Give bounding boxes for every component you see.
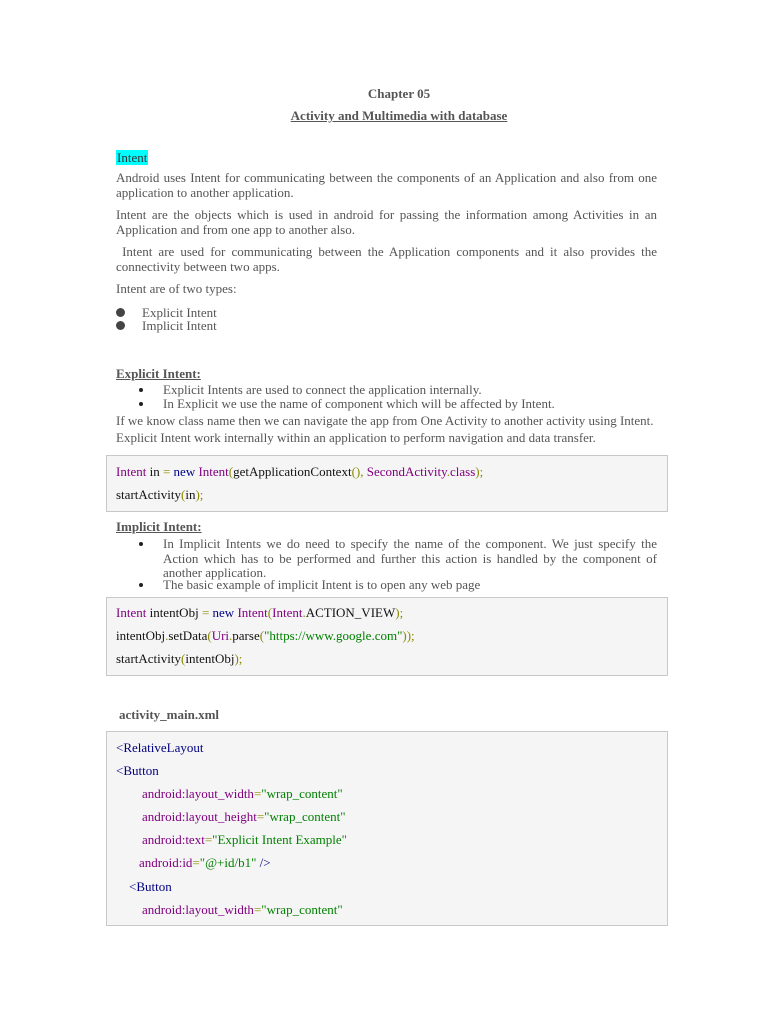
xml-code-block	[106, 731, 668, 926]
list-item: In Implicit Intents we do need to specify the name of the component. We just specify the Action which has to be performed and further this action is handled by the component of another application.	[163, 536, 657, 580]
implicit-intent-heading: Implicit Intent:	[116, 519, 202, 534]
list-item: Explicit Intents are used to connect the application internally.	[163, 383, 657, 398]
explicit-code-block	[106, 455, 668, 512]
bullet-icon	[116, 321, 125, 330]
intent-paragraph-3: Intent are used for communicating between the Application components and it also provides the connectivity between two apps.	[116, 244, 661, 274]
code-line: startActivity(in);	[116, 487, 204, 502]
code-line: Intent in = new Intent(getApplicationContext(), SecondActivity.class);	[116, 464, 484, 479]
explicit-intent-heading: Explicit Intent:	[116, 366, 201, 381]
chapter-number: Chapter 05	[367, 86, 431, 101]
chapter-title: Activity and Multimedia with database	[290, 108, 508, 123]
intent-paragraph-4: Intent are of two types:	[116, 281, 237, 296]
code-line: android:text="Explicit Intent Example"	[142, 832, 347, 847]
code-line: android:id="@+id/b1" />	[139, 855, 271, 870]
list-item: In Explicit we use the name of component which will be affected by Intent.	[163, 397, 657, 412]
intent-paragraph-2: Intent are the objects which is used in android for passing the information among Activities in an Application and from one app to another also.	[116, 207, 657, 237]
xml-file-heading: activity_main.xml	[119, 707, 220, 722]
explicit-paragraph-1: If we know class name then we can navigate the app from One Activity to another activity using Intent.	[116, 413, 654, 428]
code-line: android:layout_height="wrap_content"	[142, 809, 346, 824]
code-line: android:layout_width="wrap_content"	[142, 902, 343, 917]
code-line: startActivity(intentObj);	[116, 651, 243, 666]
intent-paragraph-1: Android uses Intent for communicating between the components of an Application and also from one application to another application.	[116, 170, 657, 200]
code-line: <RelativeLayout	[116, 740, 204, 755]
code-line: android:layout_width="wrap_content"	[142, 786, 343, 801]
bullet-icon	[116, 308, 125, 317]
list-item: Explicit Intent	[116, 306, 217, 320]
list-item: The basic example of implicit Intent is to open any web page	[163, 578, 657, 593]
list-item: Implicit Intent	[116, 319, 217, 333]
implicit-code-block	[106, 597, 668, 676]
intent-heading: Intent	[117, 150, 148, 165]
explicit-paragraph-2: Explicit Intent work internally within an application to perform navigation and data transfer.	[116, 430, 596, 445]
code-line: intentObj.setData(Uri.parse("https://www.google.com"));	[116, 628, 415, 643]
code-line: Intent intentObj = new Intent(Intent.ACTION_VIEW);	[116, 605, 404, 620]
code-line: <Button	[129, 879, 172, 894]
code-line: <Button	[116, 763, 159, 778]
